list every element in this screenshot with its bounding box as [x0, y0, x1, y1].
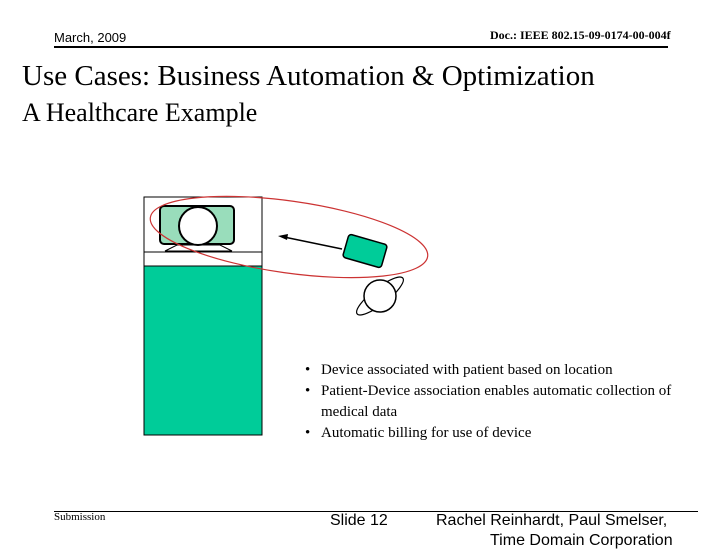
- author-names: Rachel Reinhardt, Paul Smelser,: [436, 512, 668, 529]
- association-arrow-icon: [278, 234, 342, 249]
- slide-title: Use Cases: Business Automation & Optimization: [22, 60, 595, 92]
- list-item: • Device associated with patient based on location: [300, 360, 700, 381]
- author-organization: Time Domain Corporation: [490, 532, 673, 549]
- document-id: Doc.: IEEE 802.15-09-0174-00-004f: [490, 28, 671, 42]
- slide-subtitle: A Healthcare Example: [22, 98, 258, 127]
- list-item: • Patient-Device association enables automatic collection of medical data: [300, 381, 700, 423]
- list-item: • Automatic billing for use of device: [300, 423, 700, 444]
- medical-device-icon: [342, 234, 387, 268]
- patient-head-icon: [179, 207, 217, 245]
- submission-label: Submission: [54, 511, 106, 523]
- header-date: March, 2009: [54, 30, 127, 45]
- slide-number: Slide 12: [330, 512, 388, 529]
- location-tag-icon: [352, 272, 408, 320]
- bullet-list: [300, 360, 700, 444]
